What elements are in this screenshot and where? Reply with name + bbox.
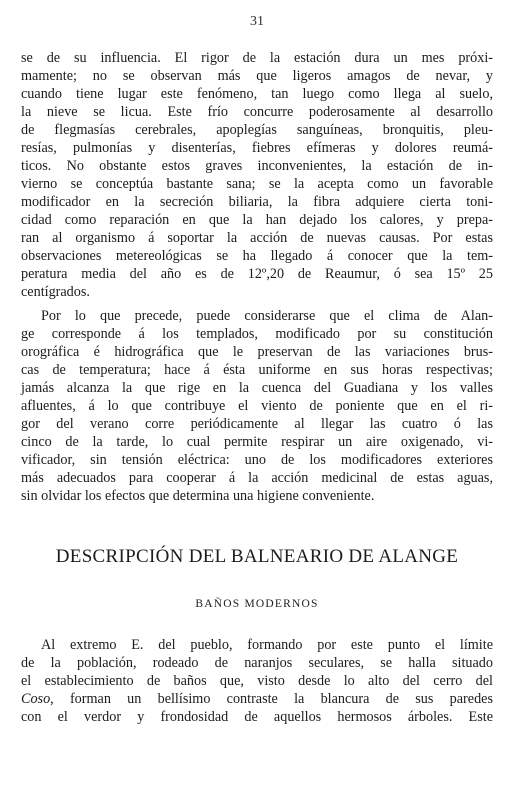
text-line: más adecuados para cooperar á la acción medicinal de estas aguas,	[21, 470, 493, 486]
text-line: Al extremo E. del pueblo, formando por este punto el límite	[41, 637, 493, 653]
text-line: ge corresponde á los templados, modificado por su constitución	[21, 326, 493, 342]
text-line: peratura media del año es de 12º,20 de Reaumur, ó sea 15º 25	[21, 266, 493, 282]
text-line: gor del verano corre periódicamente al llegar las cuatro ó las	[21, 416, 493, 432]
text-line: el establecimiento de baños que, visto desde lo alto del cerro del	[21, 673, 493, 689]
text-line: orográfica é hidrográfica que le preservan de las variaciones brus-	[21, 344, 493, 360]
text-line: resías, pulmonías y disenterías, fiebres efímeras y dolores reumá-	[21, 140, 493, 156]
text-line: jamás alcanza la que rige en la cuenca del Guadiana y los valles	[21, 380, 493, 396]
text-line: vierno se conceptúa bastante sana; se la acepta como un favorable	[21, 176, 493, 192]
text-line: cidad como reparación en que la han dejado los calores, y prepa-	[21, 212, 493, 228]
text-line	[21, 690, 493, 708]
text-span: , forman un bellísimo contraste la blancura de sus paredes	[50, 691, 493, 707]
text-line: cuando tiene lugar este fenómeno, tan luego como llega al suelo,	[21, 86, 493, 102]
section-heading: DESCRIPCIÓN DEL BALNEARIO DE ALANGE	[55, 546, 459, 567]
text-line: ticos. No obstante estos graves inconvenientes, la estación de in-	[21, 158, 493, 174]
text-line: vificador, sin tensión eléctrica: uno de los modificadores exteriores	[21, 452, 493, 468]
text-line: ran al organismo á soportar la acción de nuevas causas. Por estas	[21, 230, 493, 246]
text-line: mamente; no se observan más que ligeros amagos de nevar, y	[21, 68, 493, 84]
text-line: Por lo que precede, puede considerarse que el clima de Alan-	[41, 308, 493, 324]
text-line: sin olvidar los efectos que determina una higiene conveniente.	[21, 488, 375, 504]
text-line: de flegmasías cerebrales, apoplegías sanguíneas, bronquitis, pleu-	[21, 122, 493, 138]
text-line: la nieve se licua. Este frío concurre poderosamente al desarrollo	[21, 104, 493, 120]
text-line: cas de temperatura; hace á ésta uniforme en sus horas respectivas;	[21, 362, 493, 378]
text-line: se de su influencia. El rigor de la estación dura un mes próxi-	[21, 50, 493, 66]
text-line: con el verdor y frondosidad de aquellos hermosos árboles. Este	[21, 709, 493, 725]
text-line: de la población, rodeado de naranjos seculares, se halla situado	[21, 655, 493, 671]
text-line: afluentes, á lo que contribuye el viento de poniente que en el ri-	[21, 398, 493, 414]
text-line: cinco de la tarde, lo cual permite respirar un aire oxigenado, vi-	[21, 434, 493, 450]
subheading: BAÑOS MODERNOS	[195, 598, 319, 610]
text-line: modificador en la secreción biliaria, la fibra adquiere cierta toni-	[21, 194, 493, 210]
text-line: centígrados.	[21, 284, 90, 300]
text-line: observaciones metereológicas se ha llegado á conocer que la tem-	[21, 248, 493, 264]
page-number: 31	[250, 14, 264, 29]
italic-place-name: Coso	[21, 691, 51, 707]
